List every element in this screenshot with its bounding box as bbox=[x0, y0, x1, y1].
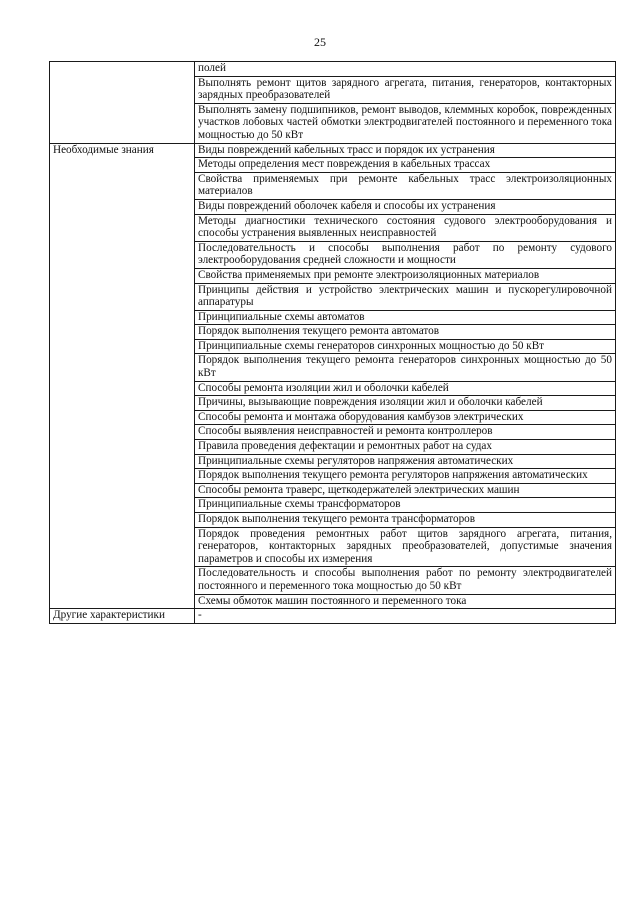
row-text: Способы ремонта изоляции жил и оболочки кабелей bbox=[195, 381, 616, 396]
row-text: Причины, вызывающие повреждения изоляции жил и оболочки кабелей bbox=[195, 396, 616, 411]
row-text: Принципиальные схемы регуляторов напряжения автоматических bbox=[195, 454, 616, 469]
row-text: Последовательность и способы выполнения работ по ремонту электродвигателей постоянного и переменного тока мощностью до 50 кВт bbox=[195, 567, 616, 594]
row-text: Методы диагностики технического состояния судового электрооборудования и способы устранения выявленных неисправностей bbox=[195, 214, 616, 241]
row-text: Выполнять замену подшипников, ремонт выводов, клеммных коробок, поврежденных участков лобовых частей обмотки электродвигателей постоянного и переменного тока мощностью до 50 кВт bbox=[195, 103, 616, 143]
row-text: Выполнять ремонт щитов зарядного агрегата, питания, генераторов, контакторных зарядных преобразователей bbox=[195, 76, 616, 103]
row-text: Принципиальные схемы автоматов bbox=[195, 310, 616, 325]
row-text: полей bbox=[195, 62, 616, 77]
section-label-other: Другие характеристики bbox=[50, 609, 195, 624]
page-number: 25 bbox=[314, 35, 326, 49]
row-text: Схемы обмоток машин постоянного и переменного тока bbox=[195, 594, 616, 609]
row-text: Виды повреждений оболочек кабеля и способы их устранения bbox=[195, 199, 616, 214]
table-row bbox=[50, 143, 616, 158]
row-text: Принципиальные схемы генераторов синхронных мощностью до 50 кВт bbox=[195, 339, 616, 354]
row-text: Свойства применяемых при ремонте кабельных трасс электроизоляционных материалов bbox=[195, 172, 616, 199]
row-text: Способы ремонта траверс, щеткодержателей электрических машин bbox=[195, 483, 616, 498]
row-text: Порядок выполнения текущего ремонта автоматов bbox=[195, 325, 616, 340]
row-text: Порядок выполнения текущего ремонта регуляторов напряжения автоматических bbox=[195, 469, 616, 484]
row-label bbox=[50, 62, 195, 144]
row-text: Порядок выполнения текущего ремонта трансформаторов bbox=[195, 513, 616, 528]
row-text: Принципы действия и устройство электрических машин и пускорегулировочной аппаратуры bbox=[195, 283, 616, 310]
row-text: Принципиальные схемы трансформаторов bbox=[195, 498, 616, 513]
row-text: Способы ремонта и монтажа оборудования камбузов электрических bbox=[195, 410, 616, 425]
row-text: Способы выявления неисправностей и ремонта контроллеров bbox=[195, 425, 616, 440]
row-text: Порядок выполнения текущего ремонта генераторов синхронных мощностью до 50 кВт bbox=[195, 354, 616, 381]
row-text: Свойства применяемых при ремонте электроизоляционных материалов bbox=[195, 268, 616, 283]
table-row bbox=[50, 62, 616, 77]
requirements-table bbox=[49, 61, 616, 624]
table-row bbox=[50, 609, 616, 624]
row-text: Правила проведения дефектации и ремонтных работ на судах bbox=[195, 440, 616, 455]
section-label-knowledge: Необходимые знания bbox=[50, 143, 195, 609]
row-text: Методы определения мест повреждения в кабельных трассах bbox=[195, 158, 616, 173]
row-text: Порядок проведения ремонтных работ щитов зарядного агрегата, питания, генераторов, контакторных зарядных преобразователей, допустимые значения параметров и способы их измерения bbox=[195, 527, 616, 567]
row-text: Виды повреждений кабельных трасс и порядок их устранения bbox=[195, 143, 616, 158]
row-text: Последовательность и способы выполнения работ по ремонту судового электрооборудования средней сложности и мощности bbox=[195, 241, 616, 268]
row-text: - bbox=[195, 609, 616, 624]
